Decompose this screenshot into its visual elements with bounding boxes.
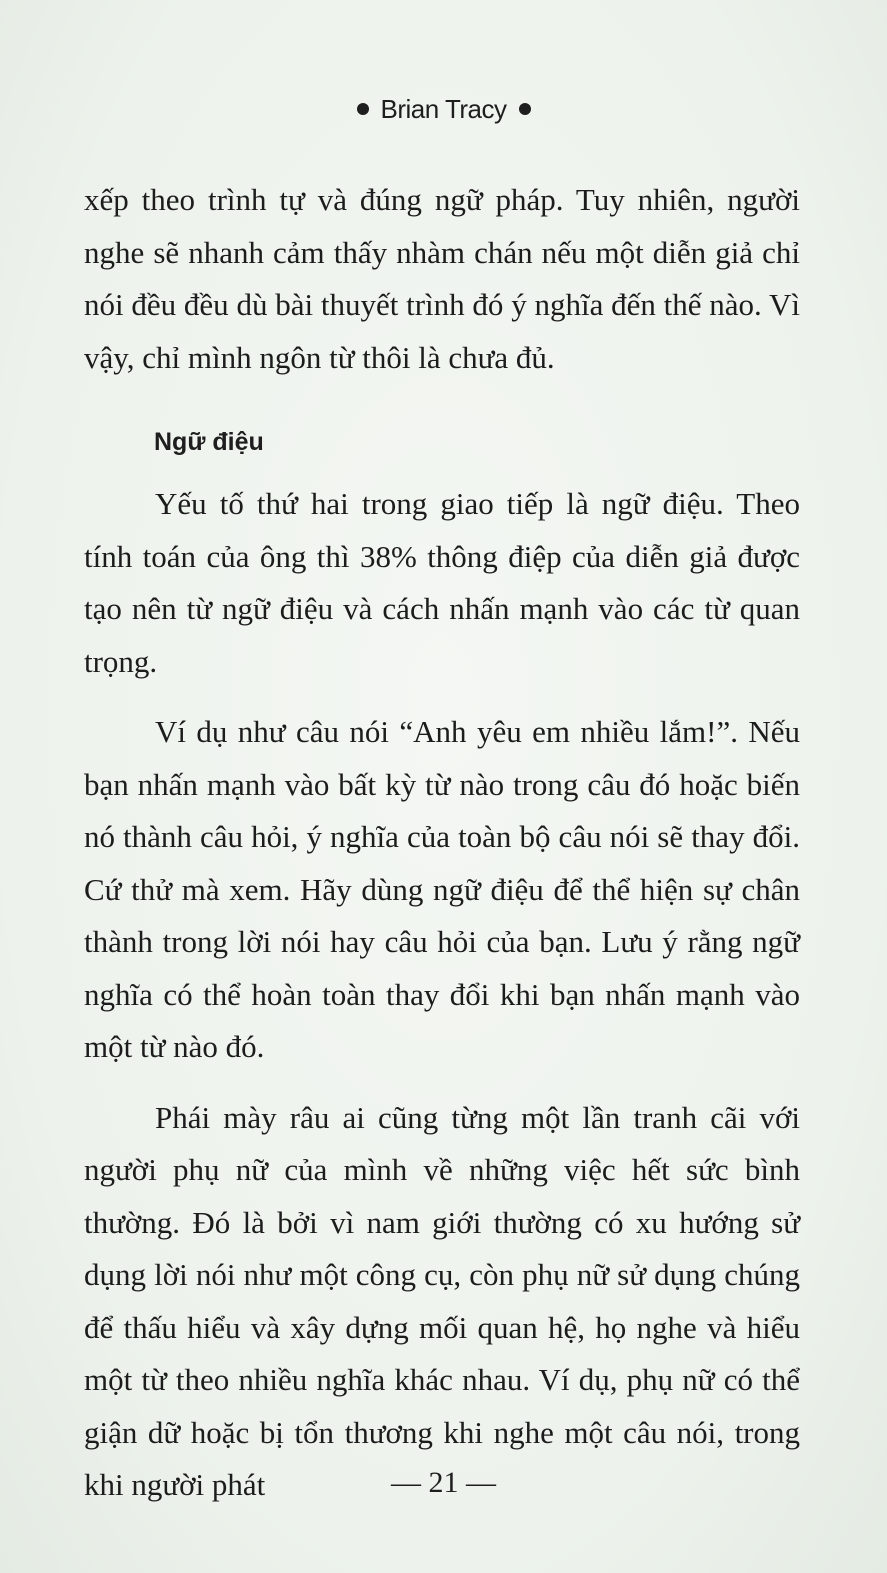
section-heading: Ngữ điệu	[154, 428, 264, 456]
author-name: Brian Tracy	[380, 94, 507, 124]
paragraph: Phái mày râu ai cũng từng một lần tranh cãi với người phụ nữ của mình về những việc hết sức bình thường. Đó là bởi vì nam giới thường có xu hướng sử dụng lời nói như một công cụ, còn phụ nữ sử dụng chúng để thấu hiểu và xây dựng mối quan hệ, họ nghe và hiểu một từ theo nhiều nghĩa khác nhau. Ví dụ, phụ nữ có thể giận dữ hoặc bị tổn thương khi nghe một câu nói, trong khi người phát	[84, 1099, 800, 1502]
bullet-icon	[357, 103, 369, 115]
paragraph: Yếu tố thứ hai trong giao tiếp là ngữ điệu. Theo tính toán của ông thì 38% thông điệp của diễn giả được tạo nên từ ngữ điệu và cách nhấn mạnh vào các từ quan trọng.	[84, 486, 800, 679]
paragraph-continued: xếp theo trình tự và đúng ngữ pháp. Tuy nhiên, người nghe sẽ nhanh cảm thấy nhàm chán nếu một diễn giả chỉ nói đều đều dù bài thuyết trình đó ý nghĩa đến thế nào. Vì vậy, chỉ mình ngôn từ thôi là chưa đủ.	[84, 182, 800, 375]
running-header	[0, 94, 887, 125]
bullet-icon	[519, 103, 531, 115]
page-body	[84, 174, 800, 1512]
paragraph: Ví dụ như câu nói “Anh yêu em nhiều lắm!”. Nếu bạn nhấn mạnh vào bất kỳ từ nào trong câu đó hoặc biến nó thành câu hỏi, ý nghĩa của toàn bộ câu nói sẽ thay đổi. Cứ thử mà xem. Hãy dùng ngữ điệu để thể hiện sự chân thành trong lời nói hay câu hỏi của bạn. Lưu ý rằng ngữ nghĩa có thể hoàn toàn thay đổi khi bạn nhấn mạnh vào một từ nào đó.	[84, 714, 800, 1064]
page-number: — 21 —	[391, 1466, 496, 1499]
